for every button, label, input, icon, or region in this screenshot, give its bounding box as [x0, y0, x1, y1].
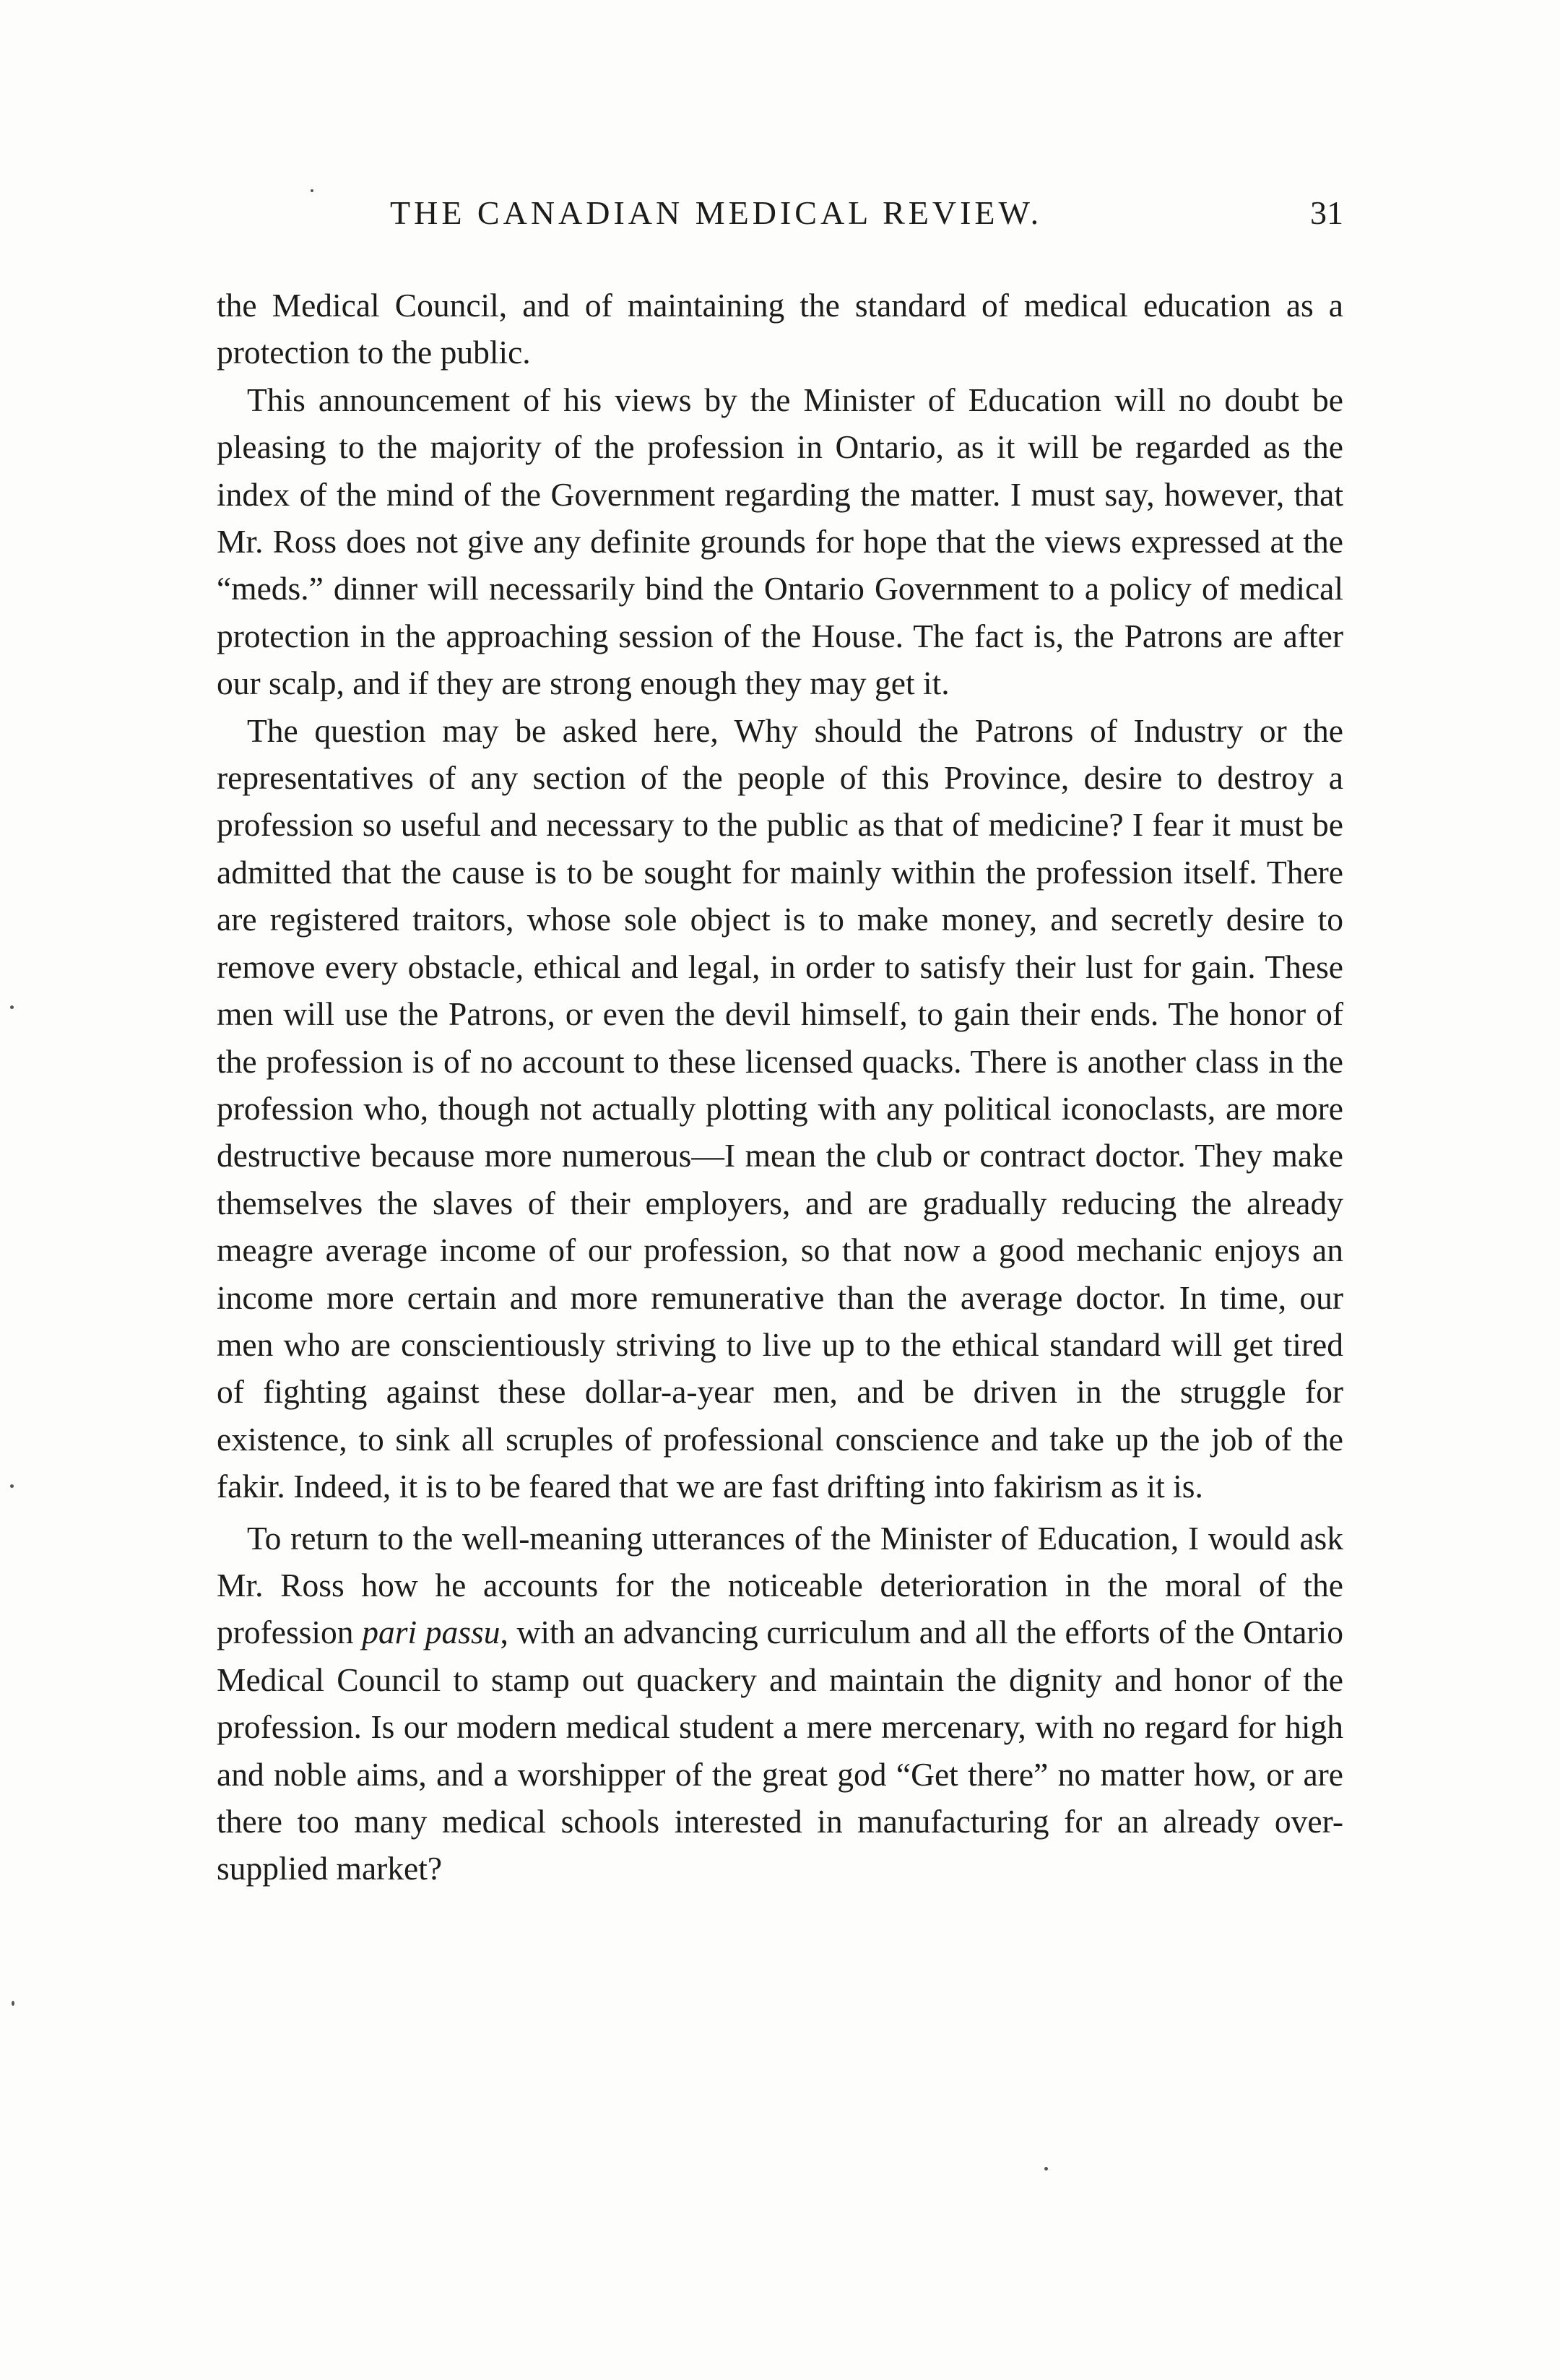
paragraph-text-start: To return to the well-meaning utterances of the Minister of Education, I would ask Mr. Ross how he accounts for the noticeable deterioration in the moral of the profession: [217, 1519, 1343, 1651]
page-number: 31: [1310, 194, 1343, 231]
running-title: THE CANADIAN MEDICAL REVIEW.: [390, 194, 1043, 231]
paragraph-return-to-minister: [217, 1515, 1343, 1892]
latin-phrase: pari passu: [362, 1614, 500, 1651]
paragraph-text-end: , with an advancing curriculum and all the efforts of the Ontario Medical Council to stamp out quackery and maintain the dignity and honor of the profession. Is our modern medical student a mere mercenary, with no regard for high and noble aims, and a worshipper of the great god “Get there” no matter how, or are there too many medical schools interested in manufacturing for an already over-supplied market?: [217, 1614, 1343, 1887]
print-speck: [311, 189, 313, 192]
paragraph-continued: the Medical Council, and of maintaining the standard of medical education as a protection to the public.: [217, 287, 1343, 371]
article-body: [217, 282, 1343, 1892]
running-header: [217, 194, 1343, 244]
print-speck: [10, 1005, 14, 1009]
print-speck: [1044, 2167, 1048, 2171]
print-speck: [12, 2001, 14, 2006]
paragraph-minister-views: This announcement of his views by the Minister of Education will no doubt be pleasing to the majority of the profession in Ontario, as it will be regarded as the index of the mind of the Government regarding the matter. I must say, however, that Mr. Ross does not give any definite grounds for hope that the views expressed at the “meds.” dinner will necessarily bind the Ontario Government to a policy of medical protection in the approaching session of the House. The fact is, the Patrons are after our scalp, and if they are strong enough they may get it.: [217, 381, 1343, 702]
paragraph-patrons-question: The question may be asked here, Why should the Patrons of Industry or the representatives of any section of the people of this Province, desire to destroy a profession so useful and necessary to the public as that of medicine? I fear it must be admitted that the cause is to be sought for mainly within the profession itself. There are registered traitors, whose sole object is to make money, and secretly desire to remove every obstacle, ethical and legal, in order to satisfy their lust for gain. These men will use the Patrons, or even the devil himself, to gain their ends. The honor of the profession is of no account to these licensed quacks. There is another class in the profession who, though not actually plotting with any political iconoclasts, are more destructive because more numerous—I mean the club or contract doctor. They make themselves the slaves of their employers, and are gradually reducing the already meagre average income of our profession, so that now a good mechanic enjoys an income more certain and more remunerative than the average doctor. In time, our men who are conscientiously striving to live up to the ethical standard will get tired of fighting against these dollar-a-year men, and be driven in the struggle for existence, to sink all scruples of professional conscience and take up the job of the fakir. Indeed, it is to be feared that we are fast drifting into fakirism as it is.: [217, 711, 1343, 1505]
print-speck: [10, 1484, 14, 1488]
